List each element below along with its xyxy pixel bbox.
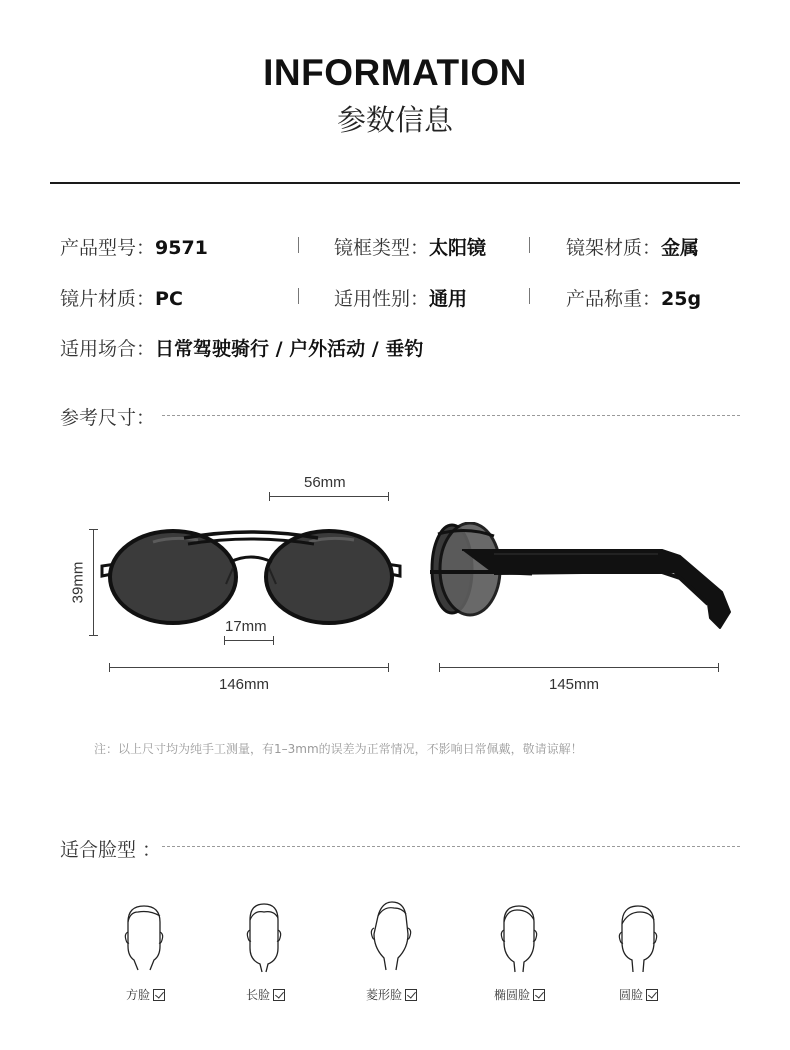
- frame-width-tick: [388, 663, 389, 672]
- temple-length-tick: [718, 663, 719, 672]
- checkbox-checked-icon: [153, 989, 165, 1001]
- spec-occasion: 适用场合：日常驾驶骑行 / 户外活动 / 垂钓: [60, 338, 424, 360]
- spec-separator: [298, 237, 299, 253]
- frame-width-tick: [109, 663, 110, 672]
- sunglasses-front-view: [98, 522, 404, 634]
- face-label-diamond: 菱形脸: [366, 986, 417, 1003]
- face-label-long: 长脸: [246, 986, 285, 1003]
- size-section-divider: [162, 415, 740, 416]
- bridge-label: 17mm: [225, 618, 267, 635]
- oval-face-icon: [495, 902, 543, 974]
- spec-weight: 产品称重：25g: [566, 288, 702, 310]
- lens-height-line: [93, 529, 94, 636]
- page-subtitle: 参数信息: [336, 103, 453, 137]
- checkbox-checked-icon: [646, 989, 658, 1001]
- spec-separator: [298, 288, 299, 304]
- sunglasses-side-view: [422, 522, 734, 634]
- spec-separator: [529, 237, 530, 253]
- long-face-icon: [240, 902, 288, 974]
- lens-height-tick: [89, 529, 98, 530]
- diamond-face-icon: [366, 900, 414, 974]
- face-section-divider: [162, 846, 740, 847]
- lens-width-line: [269, 496, 389, 497]
- spec-frame-material: 镜架材质：金属: [566, 237, 700, 259]
- measurement-note: 注：以上尺寸均为纯手工测量，有1–3mm的误差为正常情况，不影响日常佩戴，敬请谅解！: [94, 742, 583, 756]
- face-label-square: 方脸: [126, 986, 165, 1003]
- frame-width-line: [109, 667, 389, 668]
- spec-model: 产品型号：9571: [60, 237, 208, 259]
- checkbox-checked-icon: [405, 989, 417, 1001]
- temple-length-line: [439, 667, 719, 668]
- size-section-label: 参考尺寸：: [60, 407, 156, 429]
- spec-frame-type: 镜框类型：太阳镜: [334, 237, 487, 259]
- spec-separator: [529, 288, 530, 304]
- lens-width-label: 56mm: [304, 474, 346, 491]
- frame-width-label: 146mm: [219, 676, 270, 693]
- checkbox-checked-icon: [533, 989, 545, 1001]
- face-label-oval: 椭圆脸: [494, 986, 545, 1003]
- spec-gender: 适用性别：通用: [334, 288, 468, 310]
- bridge-tick: [273, 636, 274, 645]
- lens-height-tick: [89, 635, 98, 636]
- spec-lens-material: 镜片材质：PC: [60, 288, 183, 310]
- round-face-icon: [614, 902, 662, 974]
- checkbox-checked-icon: [273, 989, 285, 1001]
- lens-height-label: 39mm: [69, 561, 87, 604]
- bridge-tick: [224, 636, 225, 645]
- bridge-line: [224, 640, 274, 641]
- face-section-label: 适合脸型 ：: [60, 839, 162, 861]
- temple-length-label: 145mm: [549, 676, 600, 693]
- temple-length-tick: [439, 663, 440, 672]
- page-title: INFORMATION: [263, 52, 527, 93]
- header-divider: [50, 182, 740, 184]
- lens-width-tick: [269, 492, 270, 501]
- face-label-round: 圆脸: [619, 986, 658, 1003]
- lens-width-tick: [388, 492, 389, 501]
- square-face-icon: [120, 902, 168, 974]
